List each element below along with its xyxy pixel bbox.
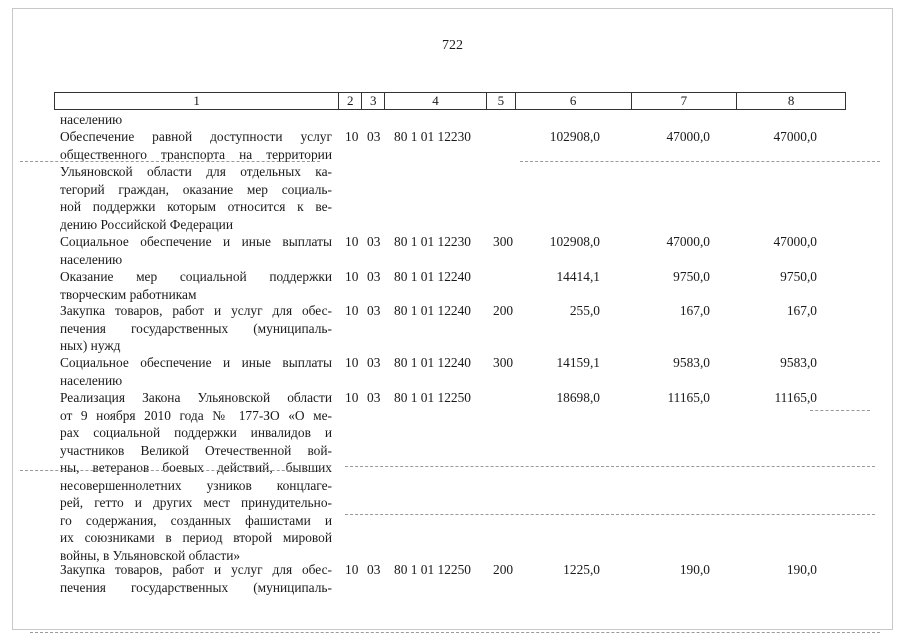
row-podrazdel: 03 [367, 355, 381, 370]
row-description: Обеспечение равной доступности услуг общественного транспорта на территории Ульяновской области для отдельных ка- тегорий граждан, оказание мер социаль- ной поддержки которым относится к ве- дению Российской Федерации [60, 129, 332, 232]
table-header [54, 92, 846, 110]
row-value-6: 14414,1 [556, 269, 600, 284]
header-col-3: 3 [362, 93, 385, 109]
scan-artifact-line [345, 466, 875, 467]
scan-artifact-line [520, 161, 880, 162]
header-col-8: 8 [787, 93, 795, 108]
row-value-8: 9583,0 [780, 355, 817, 370]
scan-artifact-line [345, 514, 875, 515]
scan-artifact-line [810, 410, 870, 411]
row-description: Закупка товаров, работ и услуг для обес- печения государственных (муниципаль- [60, 562, 332, 595]
header-col-7: 7 [632, 93, 738, 109]
row-razdel: 10 [345, 129, 359, 144]
row-razdel: 10 [345, 355, 359, 370]
row-razdel: 10 [345, 269, 359, 284]
row-value-7: 9750,0 [673, 269, 710, 284]
row-expense-type: 300 [493, 355, 514, 370]
row-podrazdel: 03 [367, 390, 381, 405]
row-value-7: 190,0 [679, 562, 710, 577]
header-col-2: 2 [339, 93, 362, 109]
scan-artifact-line [20, 470, 320, 471]
row-target-article: 80 1 01 12240 [394, 269, 471, 284]
row-razdel: 10 [345, 234, 359, 249]
row-description: Оказание мер социальной поддержки творческим работникам [60, 269, 332, 302]
row-expense-type: 200 [493, 303, 514, 318]
header-col-5: 5 [487, 93, 516, 109]
row-value-8: 11165,0 [774, 390, 817, 405]
row-value-8: 47000,0 [773, 234, 817, 249]
row-description: Социальное обеспечение и иные выплаты населению [60, 355, 332, 388]
header-col-1: 1 [55, 93, 339, 109]
row-description: Социальное обеспечение и иные выплаты населению [60, 234, 332, 267]
row-value-8: 47000,0 [773, 129, 817, 144]
row-value-7: 47000,0 [666, 129, 710, 144]
row-description: Закупка товаров, работ и услуг для обес- печения государственных (муниципаль- ных) нужд [60, 303, 332, 353]
row-value-6: 102908,0 [549, 129, 600, 144]
row-target-article: 80 1 01 12250 [394, 562, 471, 577]
row-expense-type: 300 [493, 234, 514, 249]
row-razdel: 10 [345, 303, 359, 318]
row-value-8: 167,0 [786, 303, 817, 318]
row-value-7: 167,0 [679, 303, 710, 318]
row-podrazdel: 03 [367, 303, 381, 318]
row-value-8: 190,0 [786, 562, 817, 577]
header-col-4: 4 [385, 93, 487, 109]
row-target-article: 80 1 01 12240 [394, 303, 471, 318]
row-value-7: 9583,0 [673, 355, 710, 370]
row-expense-type: 200 [493, 562, 514, 577]
row-podrazdel: 03 [367, 269, 381, 284]
row-value-6: 14159,1 [556, 355, 600, 370]
row-value-6: 18698,0 [556, 390, 600, 405]
row-target-article: 80 1 01 12250 [394, 390, 471, 405]
row-value-6: 255,0 [569, 303, 600, 318]
row-podrazdel: 03 [367, 234, 381, 249]
row-target-article: 80 1 01 12230 [394, 129, 471, 144]
row-target-article: 80 1 01 12240 [394, 355, 471, 370]
row-target-article: 80 1 01 12230 [394, 234, 471, 249]
scan-artifact-line [20, 161, 320, 162]
row-razdel: 10 [345, 390, 359, 405]
row-description: Реализация Закона Ульяновской области от 9 ноября 2010 года № 177-ЗО «О ме- рах социальной поддержки инвалидов и участников Великой Отечественной вой- ны, ветеранов боевых действий, бывших несовершеннолетних узников концлаге- рей, гетто и других мест принудительно- го содержания, созданных фашистами и их союзниками в период второй мировой войны, в Ульяновской области» [60, 390, 332, 563]
page-number: 722 [442, 38, 463, 53]
row-value-8: 9750,0 [780, 269, 817, 284]
row-value-6: 102908,0 [549, 234, 600, 249]
row-description: населению [60, 112, 123, 127]
row-podrazdel: 03 [367, 129, 381, 144]
row-podrazdel: 03 [367, 562, 381, 577]
header-col-6: 6 [516, 93, 632, 109]
row-value-7: 47000,0 [666, 234, 710, 249]
row-value-7: 11165,0 [667, 390, 710, 405]
scan-artifact-line [30, 632, 880, 633]
row-razdel: 10 [345, 562, 359, 577]
row-value-6: 1225,0 [563, 562, 600, 577]
